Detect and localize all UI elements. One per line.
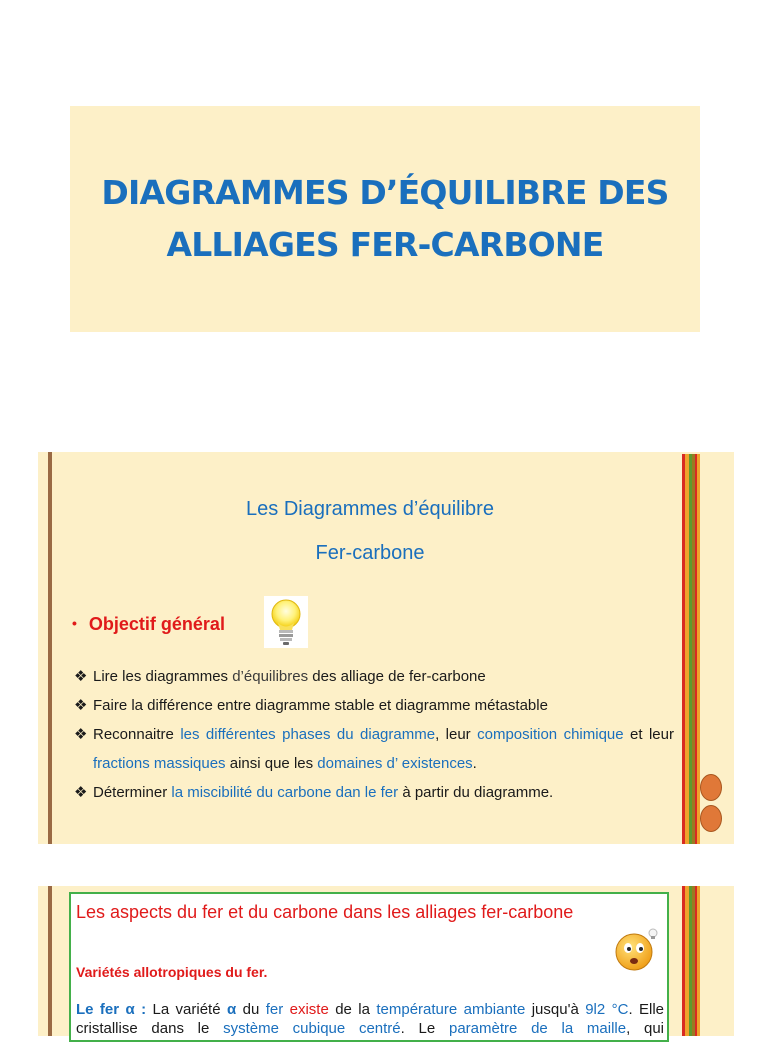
presentation-title-line-1: DIAGRAMMES D’ÉQUILIBRE DES [101,173,669,212]
diamond-bullet-icon: ❖ [74,697,88,714]
diamond-bullet-icon: ❖ [74,668,88,685]
aspects-slide [38,886,734,1036]
list-item: ❖ Lire les diagrammes d’équilibres des alliage de fer-carbone [74,662,674,691]
presentation-title-line-2: ALLIAGES FER-CARBONE [166,225,604,264]
list-item: ❖ Reconnaitre les différentes phases du diagramme, leur composition chimique et leur fractions massiques ainsi que les domaines d’ existences. [74,720,674,778]
title-slide [70,106,700,332]
objectives-slide [38,452,734,844]
presentation-title [101,167,668,271]
list-item: ❖ Déterminer la miscibilité du carbone dan le fer à partir du diagramme. [74,778,674,807]
section-title: Les aspects du fer et du carbone dans les alliages fer-carbone [76,902,574,922]
paragraph: Le fer α : La variété α du fer existe de la température ambiante jusqu'à 9l2 °C. Elle cristallise dans le système cubique centré. Le paramètre de la maille, qui [76,1001,665,1037]
objective-heading [72,614,225,635]
right-decorative-stripes [682,886,700,1036]
bullet-dot: • [72,615,77,631]
slide-title-line-2: Fer-carbone [315,542,425,564]
objectives-list [74,662,674,807]
section-subtitle: Variétés allotropiques du fer. [76,964,268,980]
diamond-bullet-icon: ❖ [74,726,88,743]
objective-label: Objectif général [88,614,225,634]
decorative-oval [700,774,722,801]
decorative-ovals [700,774,722,836]
left-border-rule [48,886,52,1036]
diamond-bullet-icon: ❖ [74,784,88,801]
smiley-icon [611,924,661,974]
content-box [69,892,669,1042]
slide-title-line-1: Les Diagrammes d’équilibre [246,498,494,520]
lightbulb-icon [264,596,308,648]
list-item: ❖ Faire la différence entre diagramme stable et diagramme métastable [74,691,674,720]
decorative-oval [700,805,722,832]
